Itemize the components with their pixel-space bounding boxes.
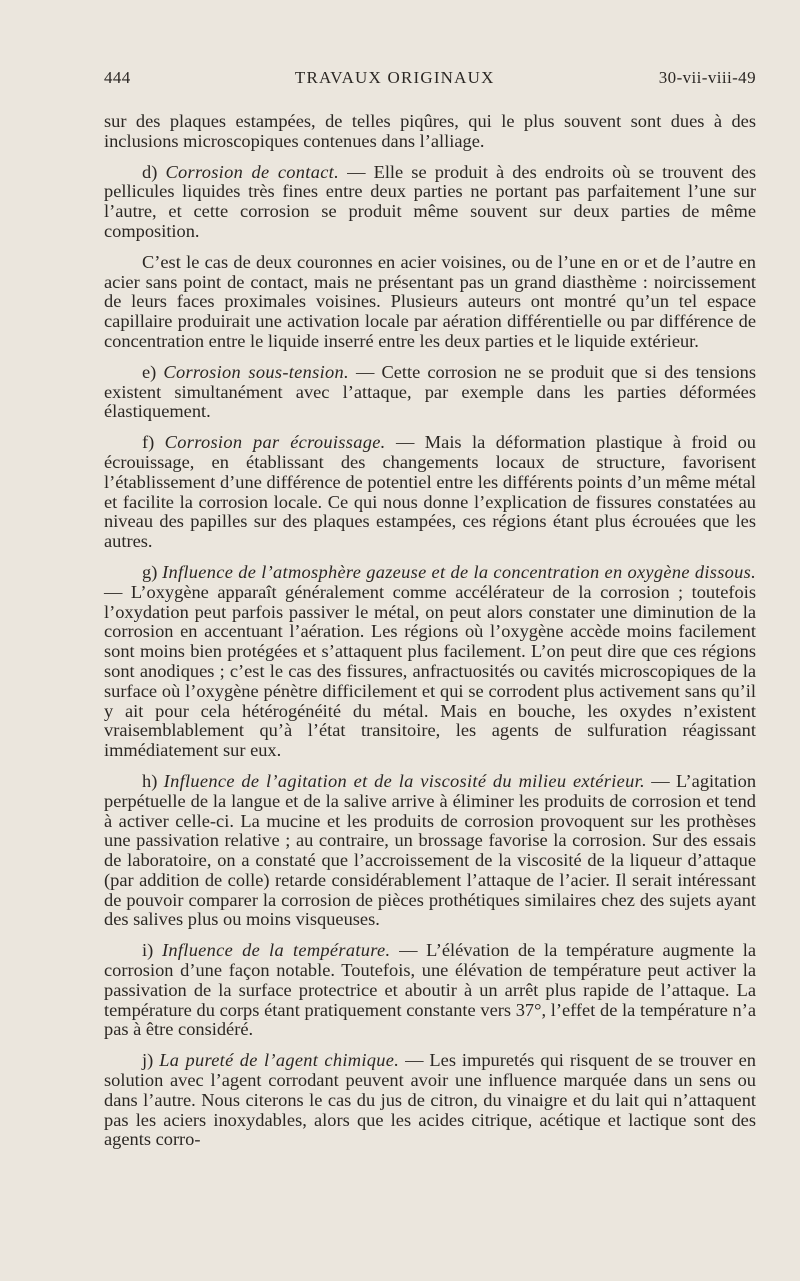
paragraph: f) Corrosion par écrouissage. — Mais la déformation plastique à froid ou écrouissage, en établissant des changements locaux de structure, favorisent l’établissement d’une différence de potentiel entre les différents points d’un même métal et facilite la corrosion locale. Ce qui nous donne l’explication de fissures constatées au niveau des papilles sur des plaques estampées, ces régions étant plus écrouées que les autres.	[104, 432, 756, 552]
article-body	[104, 112, 756, 1150]
section-heading: Influence de l’atmosphère gazeuse et de la concentration en oxygène dissous.	[162, 561, 757, 582]
paragraph: d) Corrosion de contact. — Elle se produit à des endroits où se trouvent des pellicules liquides très fines entre deux parties ne portant pas parfaitement l’une sur l’autre, et cette corrosion se produit même souvent sur deux parties de même composition.	[104, 161, 757, 241]
paragraph: j) La pureté de l’agent chimique. — Les impuretés qui risquent de se trouver en solution avec l’agent corrodant peuvent avoir une influence marquée dans un sens ou dans l’autre. Nous citerons le cas du jus de citron, du vinaigre et du lait qui n’attaquent pas les aciers inoxydables, alors que les acides citrique, acétique et lactique sont des agents corro-	[104, 1050, 756, 1150]
running-header	[104, 68, 756, 88]
page-number: 444	[104, 68, 131, 87]
paragraph: sur des plaques estampées, de telles piqûres, qui le plus souvent sont dues à des inclusions microscopiques contenues dans l’alliage.	[104, 111, 756, 151]
section-heading: Influence de l’agitation et de la viscosité du milieu extérieur.	[163, 770, 645, 791]
paragraph: h) Influence de l’agitation et de la viscosité du milieu extérieur. — L’agitation perpétuelle de la langue et de la salive arrive à éliminer les produits de corrosion et tend à activer celle-ci. La mucine et les produits de corrosion provoquent sur les prothèses une passivation relative ; au contraire, un brossage favorise la corrosion. Sur des essais de laboratoire, on a constaté que l’accroissement de la viscosité de la liqueur d’attaque (par addition de colle) retarde considérablement l’attaque de l’acier. Il serait intéressant de pouvoir comparer la corrosion de pièces prothétiques similaires chez des sujets ayant des salives plus ou moins visqueuses.	[104, 770, 757, 930]
section-heading: Influence de la température.	[161, 940, 391, 961]
section-heading: Corrosion par écrouissage.	[164, 432, 386, 453]
paragraph: g) Influence de l’atmosphère gazeuse et de la concentration en oxygène dissous. — L’oxygène apparaît généralement comme accélérateur de la corrosion ; toutefois l’oxydation peut parfois passiver le métal, on peut alors constater une diminution de la corrosion en accentuant l’aération. Les régions où l’oxygène accède moins facilement sont moins bien protégées et s’attaquent plus facilement. L’on peut dire que ces régions sont anodiques ; c’est le cas des fissures, anfractuosités ou cavités microscopiques de la surface où l’oxygène pénètre difficilement et qui se corrodent plus activement sans qu’il y ait pour cela hétérogénéité du métal. Mais en bouche, les oxydes n’existent vraisemblablement qu’à l’état transitoire, les agents de sulfuration réagissant immédiatement sur eux.	[104, 561, 757, 761]
paragraph: C’est le cas de deux couronnes en acier voisines, ou de l’une en or et de l’autre en acier sans point de contact, mais ne présentant pas un grand diasthème : noircissement de leurs faces proximales voisines. Plusieurs auteurs ont montré qu’un tel espace capillaire produirait une activation locale par aération différentielle ou par différence de concentration entre le liquide inserré entre les deux parties et le liquide extérieur.	[104, 251, 756, 351]
section-heading: Corrosion sous-tension.	[163, 361, 349, 382]
paragraph: i) Influence de la température. — L’élévation de la température augmente la corrosion d’une façon notable. Toutefois, une élévation de température peut activer la passivation de la surface protectrice et aboutir à un arrêt plus rapide de l’attaque. La température du corps étant pratiquement constante vers 37°, l’effet de la température n’a pas à être considéré.	[104, 940, 757, 1040]
running-title: TRAVAUX ORIGINAUX	[294, 68, 495, 87]
paragraph: e) Corrosion sous-tension. — Cette corrosion ne se produit que si des tensions existent simultanément avec l’attaque, par exemple dans les parties déformées élastiquement.	[104, 361, 756, 422]
section-heading: Corrosion de contact.	[165, 161, 339, 182]
section-heading: La pureté de l’agent chimique.	[159, 1050, 400, 1071]
issue-reference: 30-vii-viii-49	[658, 68, 756, 87]
